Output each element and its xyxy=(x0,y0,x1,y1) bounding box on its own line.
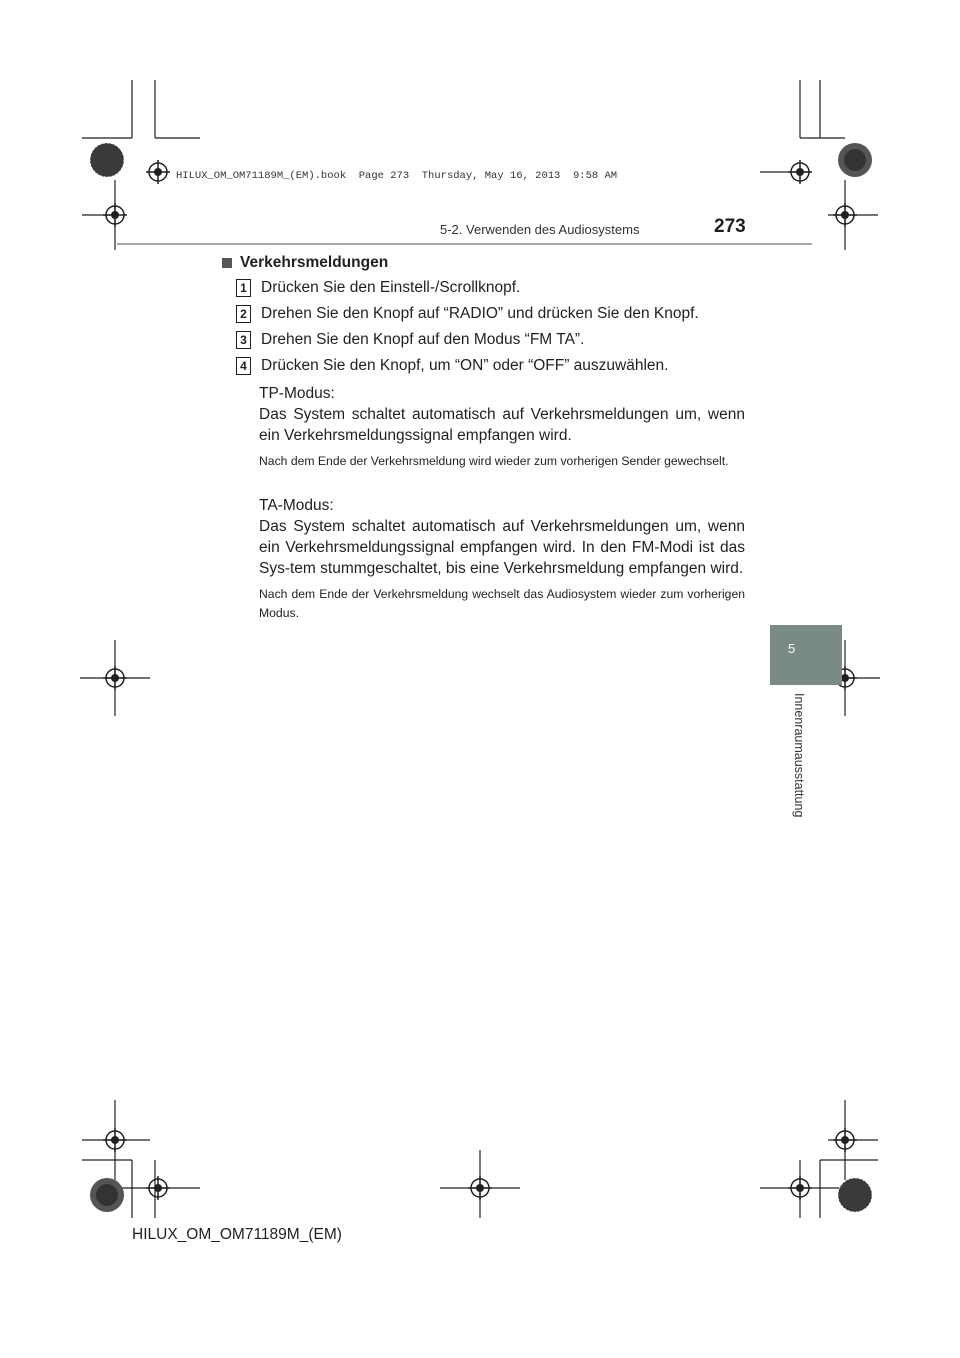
book-info-line: HILUX_OM_OM71189M_(EM).book Page 273 Thursday, May 16, 2013 9:58 AM xyxy=(176,170,618,182)
step-item xyxy=(236,279,520,297)
tp-mode-text: Das System schaltet automatisch auf Verkehrsmeldungen um, wenn ein Verkehrsmeldungssignal empfangen wird. xyxy=(259,406,745,444)
step-item xyxy=(236,305,699,323)
footer-code: HILUX_OM_OM71189M_(EM) xyxy=(132,1226,342,1243)
section-title: 5-2. Verwenden des Audiosystems xyxy=(440,222,640,237)
step-number: 4 xyxy=(236,357,251,375)
page-number: 273 xyxy=(714,216,746,237)
ta-mode-title: TA-Modus: xyxy=(259,497,334,514)
chapter-label: Innenraumausstattung xyxy=(792,693,806,818)
ta-mode-note: Nach dem Ende der Verkehrsmeldung wechselt das Audiosystem wieder zum vorherigen Modus. xyxy=(259,587,745,620)
step-number: 1 xyxy=(236,279,251,297)
section-heading-text: Verkehrsmeldungen xyxy=(240,254,389,271)
step-number: 3 xyxy=(236,331,251,349)
ta-mode-text: Das System schaltet automatisch auf Verkehrsmeldungen um, wenn ein Verkehrsmeldungssignal empfangen wird. In den FM-Modi ist das Sys-tem stummgeschaltet, bis eine Verkehrsmeldung empfangen wird. xyxy=(259,518,745,577)
step-text: Drehen Sie den Knopf auf “RADIO” und drücken Sie den Knopf. xyxy=(261,305,699,322)
square-bullet-icon xyxy=(222,258,232,268)
step-item xyxy=(236,357,668,375)
step-text: Drehen Sie den Knopf auf den Modus “FM TA”. xyxy=(261,331,585,348)
section-heading xyxy=(222,254,388,272)
header-rule xyxy=(117,243,812,245)
step-text: Drücken Sie den Einstell-/Scrollknopf. xyxy=(261,279,521,296)
step-item xyxy=(236,331,584,349)
chapter-tab xyxy=(770,625,842,685)
tp-mode-note: Nach dem Ende der Verkehrsmeldung wird wieder zum vorherigen Sender gewechselt. xyxy=(259,454,729,468)
step-number: 2 xyxy=(236,305,251,323)
tp-mode-title: TP-Modus: xyxy=(259,385,335,402)
step-text: Drücken Sie den Knopf, um “ON” oder “OFF” auszuwählen. xyxy=(261,357,669,374)
chapter-number: 5 xyxy=(788,641,796,656)
